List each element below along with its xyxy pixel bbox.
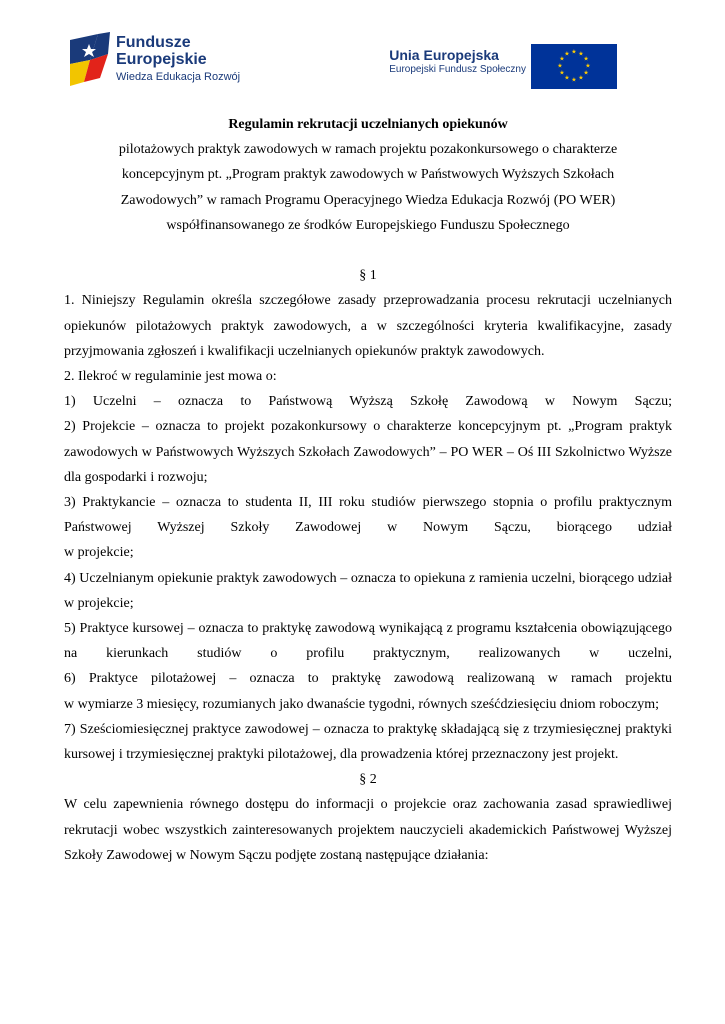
definition-item-1: 1) Uczelni – oznacza to Państwową Wyższą Szkołę Zawodową w Nowym Sączu; <box>64 394 672 410</box>
eu-flag-icon <box>531 44 617 89</box>
definition-item-6b: w wymiarze 3 miesięcy, rozumianych jako dwanaście tygodni, równych sześćdziesięciu dniom roboczym; <box>64 696 660 712</box>
page-header <box>0 0 725 100</box>
svg-text:★: ★ <box>559 55 565 63</box>
fundusze-europejskie-emblem-icon <box>70 32 110 88</box>
ue-name: Unia Europejska <box>389 47 499 63</box>
definition-item-3b: w projekcie; <box>64 545 134 561</box>
fe-name-line2: Europejskie <box>116 51 207 68</box>
fundusze-europejskie-logo <box>70 30 270 94</box>
subtitle-line-1: pilotażowych praktyk zawodowych w ramach projektu pozakonkursowego o charakterze <box>118 142 618 158</box>
svg-text:★: ★ <box>571 48 577 56</box>
svg-text:★: ★ <box>578 50 584 58</box>
svg-text:★: ★ <box>571 76 577 84</box>
svg-text:★: ★ <box>564 74 570 82</box>
svg-text:★: ★ <box>583 69 589 77</box>
definition-item-7: 7) Sześciomiesięcznej praktyce zawodowej – oznacza to praktykę składającą się z trzymiesięcznej praktyki kursowej i trzymiesięcznej praktyki pilotażowej, dla prowadzenia której przeznaczony jest projekt. <box>64 721 672 763</box>
unia-europejska-logo <box>389 30 620 90</box>
section-2-mark: § 2 <box>359 772 377 788</box>
subtitle-line-2: koncepcyjnym pt. „Program praktyk zawodowych w Państwowych Wyższych Szkołach <box>121 167 615 183</box>
subtitle-line-3: Zawodowych” w ramach Programu Operacyjnego Wiedza Edukacja Rozwój (PO WER) <box>120 192 616 208</box>
fe-subtitle: Wiedza Edukacja Rozwój <box>116 71 241 83</box>
definition-item-2: 2) Projekcie – oznacza to projekt pozakonkursowy o charakterze koncepcyjnym pt. „Program praktyk zawodowych w Państwowych Wyższych Szkołach Zawodowych” – PO WER – Oś III Szkolnictwo Wyższe dla gospodarki i rozwoju; <box>64 419 672 485</box>
section-1-paragraph-2: 2. Ilekroć w regulaminie jest mowa o: <box>64 369 277 385</box>
svg-text:★: ★ <box>578 74 584 82</box>
definition-item-3a: 3) Praktykancie – oznacza to studenta II, III roku studiów pierwszego stopnia o profilu praktycznym Państwowej Wyższej Szkoły Zawodowej w Nowym Sączu, biorącego udział <box>64 495 672 536</box>
svg-text:★: ★ <box>583 55 589 63</box>
document-subtitle <box>64 137 672 238</box>
svg-text:★: ★ <box>557 62 563 70</box>
document-title: Regulamin rekrutacji uczelnianych opiekunów <box>228 117 508 132</box>
ue-subtitle: Europejski Fundusz Społeczny <box>389 64 526 75</box>
section-1-mark: § 1 <box>359 268 377 284</box>
definition-item-4: 4) Uczelnianym opiekunie praktyk zawodowych – oznacza to opiekuna z ramienia uczelni, biorącego udział w projekcie; <box>64 570 672 611</box>
definition-item-6a: 6) Praktyce pilotażowej – oznacza to praktykę zawodową realizowaną w ramach projektu <box>64 671 672 687</box>
definition-item-5: 5) Praktyce kursowej – oznacza to praktykę zawodową wynikającą z programu kształcenia obowiązującego na kierunkach studiów o profilu praktycznym, realizowanych w uczelni, <box>64 621 672 662</box>
fe-name-line1: Fundusze <box>116 34 191 51</box>
svg-text:★: ★ <box>585 62 591 70</box>
svg-text:★: ★ <box>564 50 570 58</box>
section-1-paragraph-1: 1. Niniejszy Regulamin określa szczegółowe zasady przeprowadzania procesu rekrutacji uczelnianych opiekunów pilotażowych praktyk zawodowych, a w szczególności kryteria kwalifikacyjne, zasady przyjmowania zgłoszeń i kwalifikacji uczelnianych opiekunów praktyk zawodowych. <box>64 293 672 359</box>
document-body <box>64 112 672 868</box>
svg-text:★: ★ <box>559 69 565 77</box>
section-2-paragraph-1: W celu zapewnienia równego dostępu do informacji o projekcie oraz zachowania zasad sprawiedliwej rekrutacji wobec wszystkich zainteresowanych projektem nauczycieli akademickich Państwowej Wyższej Szkoły Zawodowej w Nowym Sączu podjęte zostaną następujące działania: <box>64 797 672 863</box>
subtitle-line-4: współfinansowanego ze środków Europejskiego Funduszu Społecznego <box>166 217 570 233</box>
